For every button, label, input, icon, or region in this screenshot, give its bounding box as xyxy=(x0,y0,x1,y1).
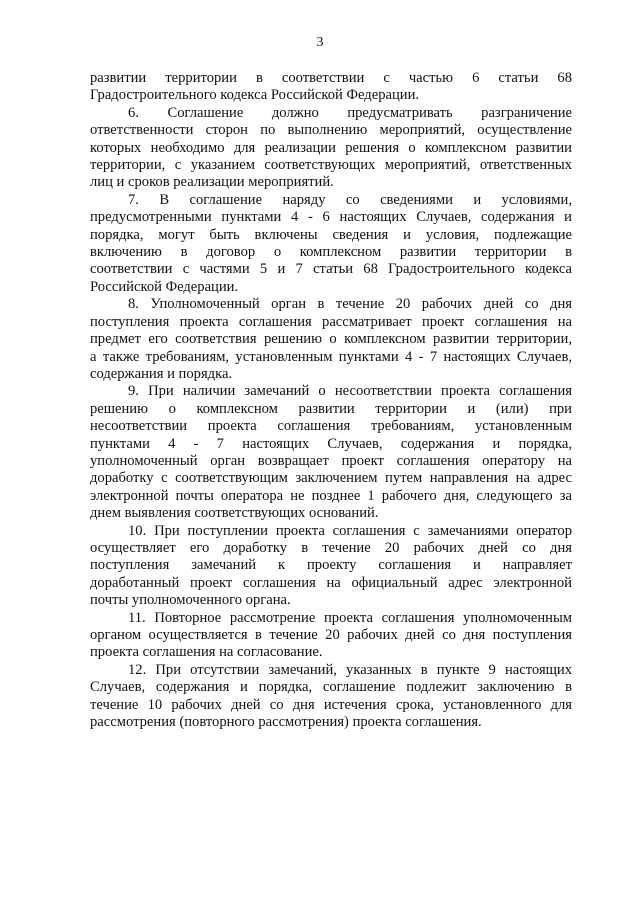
text-line: предмет его соответствия решению о комплексном развитии территории, xyxy=(90,331,572,348)
text-line: 11. Повторное рассмотрение проекта соглашения уполномоченным xyxy=(128,609,572,626)
text-line: 10. При поступлении проекта соглашения с замечаниями оператор xyxy=(128,522,572,539)
text-line: 9. При наличии замечаний о несоответствии проекта соглашения xyxy=(128,383,572,400)
text-line: территории, с указанием соответствующих мероприятий, ответственных xyxy=(90,157,572,174)
paragraph-continued xyxy=(90,70,572,105)
text-line: осуществляет его доработку в течение 20 рабочих дней со дня xyxy=(90,539,572,556)
text-line: пунктами 4 - 7 настоящих Случаев, содержания и порядка, xyxy=(90,435,572,452)
text-line: 6. Соглашение должно предусматривать разграничение xyxy=(128,104,572,121)
paragraph-12 xyxy=(90,662,572,732)
text-line: Российской Федерации. xyxy=(90,278,239,295)
text-line: 8. Уполномоченный орган в течение 20 рабочих дней со дня xyxy=(128,296,572,313)
text-line: органом осуществляется в течение 20 рабочих дней со дня поступления xyxy=(90,627,572,643)
document-body xyxy=(90,70,572,731)
text-line: 7. В соглашение наряду со сведениями и условиями, xyxy=(128,191,572,208)
text-line: соответствии с частями 5 и 7 статьи 68 Градостроительного кодекса xyxy=(90,261,572,278)
text-line: поступления замечаний к проекту соглашения и направляет xyxy=(90,557,572,574)
text-line: почты уполномоченного органа. xyxy=(90,592,291,609)
text-line: включению в договор о комплексном развитии территории в xyxy=(90,244,572,261)
text-line: которых необходимо для реализации решения о комплексном развитии xyxy=(90,139,572,156)
text-line: проекта соглашения на согласование. xyxy=(90,644,323,661)
text-line: электронной почты оператора не позднее 1 рабочего дня, следующего за xyxy=(90,487,572,504)
paragraph-11 xyxy=(90,610,572,662)
text-line: предусмотренными пунктами 4 - 6 настоящих Случаев, содержания и xyxy=(90,209,572,226)
paragraph-10 xyxy=(90,523,572,610)
paragraph-6 xyxy=(90,105,572,192)
text-line: несоответствии проекта соглашения требованиям, установленным xyxy=(90,418,572,435)
paragraph-9 xyxy=(90,383,572,522)
text-line: решению о комплексном развитии территории и (или) при xyxy=(90,400,572,417)
page-number: 3 xyxy=(316,35,324,50)
text-line: Градостроительного кодекса Российской Федерации. xyxy=(90,87,420,104)
paragraph-8 xyxy=(90,296,572,383)
text-line: лиц и сроков реализации мероприятий. xyxy=(90,174,334,191)
text-line: течение 10 рабочих дней со дня истечения срока, установленного для xyxy=(90,696,572,713)
text-line: содержания и порядка. xyxy=(90,365,233,382)
text-line: поступления проекта соглашения рассматривает проект соглашения на xyxy=(90,313,572,330)
text-line: рассмотрения (повторного рассмотрения) проекта соглашения. xyxy=(90,714,482,731)
text-line: а также требованиям, установленным пунктами 4 - 7 настоящих Случаев, xyxy=(90,348,572,365)
text-line: 12. При отсутствии замечаний, указанных в пункте 9 настоящих xyxy=(128,661,572,678)
text-line: доработанный проект соглашения на официальный адрес электронной xyxy=(90,574,572,591)
text-line: ответственности сторон по выполнению мероприятий, осуществление xyxy=(90,122,572,139)
text-line: Случаев, содержания и порядка, соглашение подлежит заключению в xyxy=(90,679,572,696)
text-line: днем выявления соответствующих оснований. xyxy=(90,505,379,522)
text-line: развитии территории в соответствии с частью 6 статьи 68 xyxy=(90,70,572,86)
text-line: порядка, могут быть включены сведения и условия, подлежащие xyxy=(90,226,572,243)
text-line: уполномоченный орган возвращает проект соглашения оператору на xyxy=(90,452,572,469)
paragraph-7 xyxy=(90,192,572,296)
text-line: доработку с соответствующим заключением путем направления на адрес xyxy=(90,470,572,487)
